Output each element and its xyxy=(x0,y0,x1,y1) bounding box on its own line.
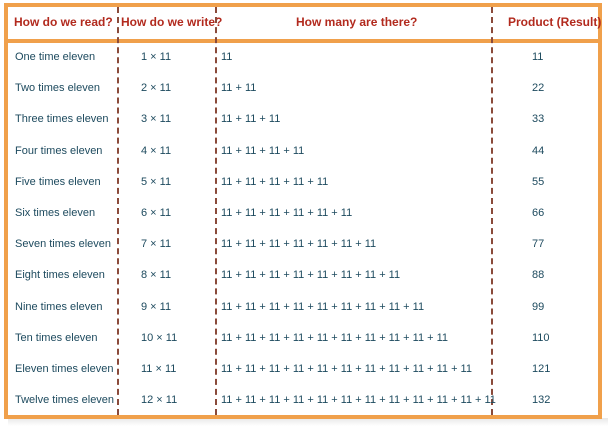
cell-result: 55 xyxy=(532,175,545,188)
cell-result: 11 xyxy=(532,51,544,63)
cell-result: 99 xyxy=(532,300,545,313)
cell-write: 2 × 11 xyxy=(141,82,172,95)
cell-read: Four times eleven xyxy=(15,144,103,157)
table-row xyxy=(8,359,598,390)
cell-read: Eleven times eleven xyxy=(15,363,114,375)
cell-result: 66 xyxy=(532,207,545,219)
table-row xyxy=(8,328,598,359)
table-row xyxy=(8,390,598,421)
cell-write: 1 × 11 xyxy=(141,51,172,63)
cell-read: Twelve times eleven xyxy=(15,394,115,407)
cell-read: Six times eleven xyxy=(15,207,96,219)
cell-result: 77 xyxy=(532,238,545,251)
table-row xyxy=(8,47,598,78)
cell-read: One time eleven xyxy=(15,51,96,63)
cell-result: 110 xyxy=(532,331,550,344)
cell-write: 6 × 11 xyxy=(141,207,172,219)
cell-sum: 11 + 11 + 11 + 11 + 11 + 11 xyxy=(221,207,353,219)
multiplication-table xyxy=(4,3,602,419)
header-read: How do we read? xyxy=(14,15,113,29)
cell-sum: 11 + 11 + 11 + 11 + 11 + 11 + 11 + 11 + 11 + 11 xyxy=(221,331,449,344)
cell-write: 5 × 11 xyxy=(141,175,172,188)
cell-read: Two times eleven xyxy=(15,82,100,95)
header-write: How do we write? xyxy=(121,15,223,29)
table-row xyxy=(8,234,598,265)
cell-sum: 11 + 11 + 11 xyxy=(221,113,281,126)
table-row xyxy=(8,265,598,296)
cell-sum: 11 + 11 + 11 + 11 + 11 + 11 + 11 xyxy=(221,238,377,251)
cell-read: Nine times eleven xyxy=(15,300,103,313)
cell-result: 88 xyxy=(532,269,545,282)
cell-write: 4 × 11 xyxy=(141,144,172,157)
cell-sum: 11 + 11 + 11 + 11 + 11 + 11 + 11 + 11 xyxy=(221,269,401,282)
table-row xyxy=(8,141,598,172)
cell-write: 10 × 11 xyxy=(141,331,178,344)
table-row xyxy=(8,203,598,234)
cell-sum: 11 + 11 + 11 + 11 xyxy=(221,144,305,157)
cell-write: 12 × 11 xyxy=(141,394,178,407)
cell-write: 11 × 11 xyxy=(141,363,177,375)
cell-sum: 11 + 11 + 11 + 11 + 11 xyxy=(221,175,329,188)
table-row xyxy=(8,172,598,203)
cell-read: Seven times eleven xyxy=(15,238,111,251)
cell-result: 22 xyxy=(532,82,545,95)
cell-read: Eight times eleven xyxy=(15,269,105,282)
cell-write: 3 × 11 xyxy=(141,113,172,126)
cell-sum: 11 xyxy=(221,51,233,63)
cell-read: Three times eleven xyxy=(15,113,109,126)
cell-write: 7 × 11 xyxy=(141,238,172,251)
cell-write: 9 × 11 xyxy=(141,300,172,313)
header-result: Product (Result) xyxy=(508,15,602,29)
cell-result: 121 xyxy=(532,363,551,375)
cell-read: Ten times eleven xyxy=(15,331,98,344)
header-count: How many are there? xyxy=(296,15,418,29)
cell-read: Five times eleven xyxy=(15,175,101,188)
cell-sum: 11 + 11 + 11 + 11 + 11 + 11 + 11 + 11 + 11 + 11 + 11 + 11 xyxy=(221,394,496,407)
cell-result: 132 xyxy=(532,394,551,407)
cell-result: 33 xyxy=(532,113,545,126)
cell-result: 44 xyxy=(532,144,545,157)
cell-sum: 11 + 11 + 11 + 11 + 11 + 11 + 11 + 11 + 11 + 11 + 11 xyxy=(221,363,472,375)
table-row xyxy=(8,78,598,109)
cell-sum: 11 + 11 + 11 + 11 + 11 + 11 + 11 + 11 + 11 xyxy=(221,300,425,313)
cell-write: 8 × 11 xyxy=(141,269,172,282)
table-row xyxy=(8,109,598,140)
table-row xyxy=(8,297,598,328)
table-header xyxy=(8,7,602,43)
cell-sum: 11 + 11 xyxy=(221,82,257,95)
